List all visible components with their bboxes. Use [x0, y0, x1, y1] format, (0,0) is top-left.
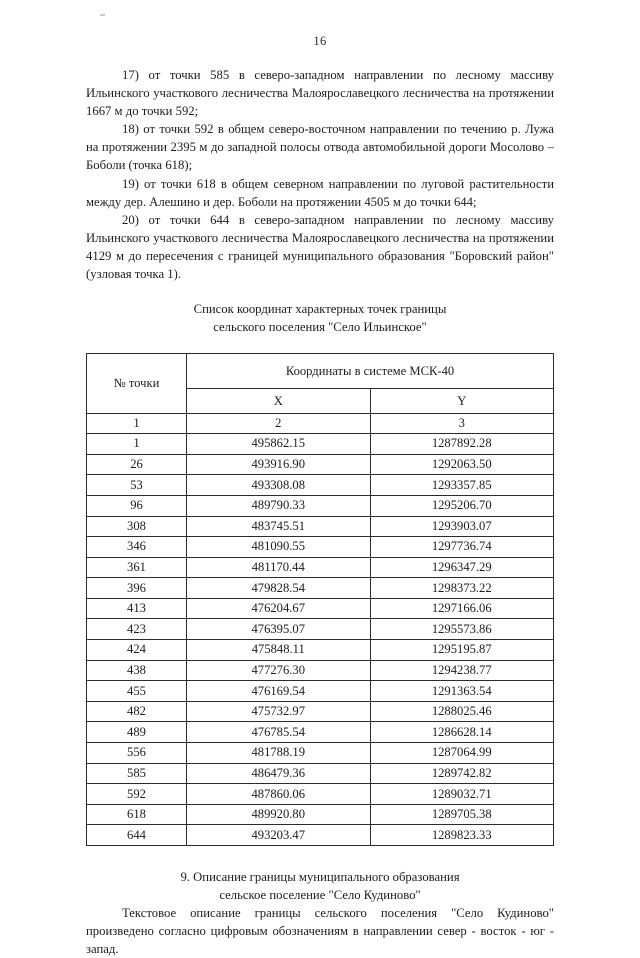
- point-number-cell: 423: [87, 619, 187, 640]
- table-row: [87, 640, 554, 661]
- y-coordinate-cell: 1286628.14: [370, 722, 554, 743]
- point-number-cell: 396: [87, 578, 187, 599]
- point-number-cell: 308: [87, 516, 187, 537]
- table-header-row-main: [87, 354, 554, 389]
- point-number-cell: 585: [87, 763, 187, 784]
- y-coordinate-cell: 1296347.29: [370, 557, 554, 578]
- table-caption-line-2: сельского поселения "Село Ильинское": [213, 320, 427, 335]
- column-header-x: X: [187, 389, 371, 414]
- point-number-cell: 644: [87, 825, 187, 846]
- point-number-cell: 53: [87, 475, 187, 496]
- scan-artifact-speck: [100, 14, 105, 16]
- table-caption: [86, 300, 554, 336]
- column-number-2: 2: [187, 414, 371, 434]
- y-coordinate-cell: 1289705.38: [370, 804, 554, 825]
- y-coordinate-cell: 1292063.50: [370, 454, 554, 475]
- column-number-3: 3: [370, 414, 554, 434]
- coordinates-table-body: [87, 414, 554, 846]
- table-row: [87, 701, 554, 722]
- table-row: [87, 578, 554, 599]
- point-number-cell: 489: [87, 722, 187, 743]
- point-number-cell: 346: [87, 537, 187, 558]
- y-coordinate-cell: 1289742.82: [370, 763, 554, 784]
- x-coordinate-cell: 477276.30: [187, 660, 371, 681]
- paragraph-closing: Текстовое описание границы сельского поселения "Село Кудиново" произведено согласно цифровым обозначениям в направлении север - восток - юг - запад.: [86, 906, 554, 957]
- x-coordinate-cell: 475732.97: [187, 701, 371, 722]
- x-coordinate-cell: 487860.06: [187, 784, 371, 805]
- x-coordinate-cell: 483745.51: [187, 516, 371, 537]
- x-coordinate-cell: 493916.90: [187, 454, 371, 475]
- column-header-coordinate-system: Координаты в системе МСК-40: [187, 354, 554, 389]
- y-coordinate-cell: 1293357.85: [370, 475, 554, 496]
- x-coordinate-cell: 493203.47: [187, 825, 371, 846]
- y-coordinate-cell: 1298373.22: [370, 578, 554, 599]
- table-row: [87, 434, 554, 455]
- table-row: [87, 598, 554, 619]
- x-coordinate-cell: 476204.67: [187, 598, 371, 619]
- y-coordinate-cell: 1289032.71: [370, 784, 554, 805]
- y-coordinate-cell: 1295195.87: [370, 640, 554, 661]
- point-number-cell: 413: [87, 598, 187, 619]
- table-row: [87, 495, 554, 516]
- section-heading-line-1: 9. Описание границы муниципального образования: [180, 870, 460, 884]
- point-number-cell: 96: [87, 495, 187, 516]
- x-coordinate-cell: 476169.54: [187, 681, 371, 702]
- table-row: [87, 516, 554, 537]
- x-coordinate-cell: 489790.33: [187, 495, 371, 516]
- point-number-cell: 438: [87, 660, 187, 681]
- page-content: [86, 66, 554, 958]
- table-row: [87, 660, 554, 681]
- paragraph-item-20: 20) от точки 644 в северо-западном направлении по лесному массиву Ильинского участкового лесничества Малоярославецкого лесничества на протяжении 4129 м до пересечения с границей муниципального образования "Боровский район" (узловая точка 1).: [86, 212, 554, 282]
- point-number-cell: 455: [87, 681, 187, 702]
- y-coordinate-cell: 1293903.07: [370, 516, 554, 537]
- y-coordinate-cell: 1295573.86: [370, 619, 554, 640]
- x-coordinate-cell: 481788.19: [187, 743, 371, 764]
- point-number-cell: 556: [87, 743, 187, 764]
- paragraph-item-19: 19) от точки 618 в общем северном направлении по луговой растительности между дер. Алешино и дер. Боболи на протяжении 4505 м до точки 644;: [86, 176, 554, 209]
- x-coordinate-cell: 489920.80: [187, 804, 371, 825]
- x-coordinate-cell: 481170.44: [187, 557, 371, 578]
- x-coordinate-cell: 476785.54: [187, 722, 371, 743]
- coordinates-table: [86, 353, 554, 846]
- x-coordinate-cell: 476395.07: [187, 619, 371, 640]
- x-coordinate-cell: 493308.08: [187, 475, 371, 496]
- page-number: 16: [313, 34, 327, 48]
- table-row: [87, 619, 554, 640]
- point-number-cell: 26: [87, 454, 187, 475]
- point-number-cell: 424: [87, 640, 187, 661]
- table-row: [87, 537, 554, 558]
- table-row: [87, 557, 554, 578]
- table-row: [87, 722, 554, 743]
- column-header-point-number: № точки: [87, 354, 187, 414]
- x-coordinate-cell: 479828.54: [187, 578, 371, 599]
- table-column-number-row: [87, 414, 554, 434]
- y-coordinate-cell: 1288025.46: [370, 701, 554, 722]
- y-coordinate-cell: 1289823.33: [370, 825, 554, 846]
- table-row: [87, 804, 554, 825]
- y-coordinate-cell: 1291363.54: [370, 681, 554, 702]
- table-row: [87, 681, 554, 702]
- table-row: [87, 743, 554, 764]
- point-number-cell: 361: [87, 557, 187, 578]
- point-number-cell: 618: [87, 804, 187, 825]
- x-coordinate-cell: 486479.36: [187, 763, 371, 784]
- y-coordinate-cell: 1297736.74: [370, 537, 554, 558]
- table-row: [87, 763, 554, 784]
- column-header-y: Y: [370, 389, 554, 414]
- y-coordinate-cell: 1287892.28: [370, 434, 554, 455]
- y-coordinate-cell: 1287064.99: [370, 743, 554, 764]
- y-coordinate-cell: 1297166.06: [370, 598, 554, 619]
- section-heading: [86, 868, 554, 904]
- table-row: [87, 475, 554, 496]
- table-caption-line-1: Список координат характерных точек границы: [193, 302, 447, 317]
- x-coordinate-cell: 481090.55: [187, 537, 371, 558]
- paragraph-item-17: 17) от точки 585 в северо-западном направлении по лесному массиву Ильинского участкового лесничества Малоярославецкого лесничества на протяжении 1667 м до точки 592;: [86, 68, 554, 119]
- coordinates-table-head: [87, 354, 554, 414]
- table-row: [87, 454, 554, 475]
- point-number-cell: 1: [87, 434, 187, 455]
- paragraph-item-18: 18) от точки 592 в общем северо-восточном направлении по течению р. Лужа на протяжении 2395 м до западной полосы отвода автомобильной дороги Мосолово – Боболи (точка 618);: [86, 122, 554, 173]
- point-number-cell: 482: [87, 701, 187, 722]
- table-row: [87, 784, 554, 805]
- x-coordinate-cell: 495862.15: [187, 434, 371, 455]
- y-coordinate-cell: 1294238.77: [370, 660, 554, 681]
- section-heading-line-2: сельское поселение "Село Кудиново": [219, 888, 421, 902]
- point-number-cell: 592: [87, 784, 187, 805]
- column-number-1: 1: [87, 414, 187, 434]
- y-coordinate-cell: 1295206.70: [370, 495, 554, 516]
- x-coordinate-cell: 475848.11: [187, 640, 371, 661]
- table-row: [87, 825, 554, 846]
